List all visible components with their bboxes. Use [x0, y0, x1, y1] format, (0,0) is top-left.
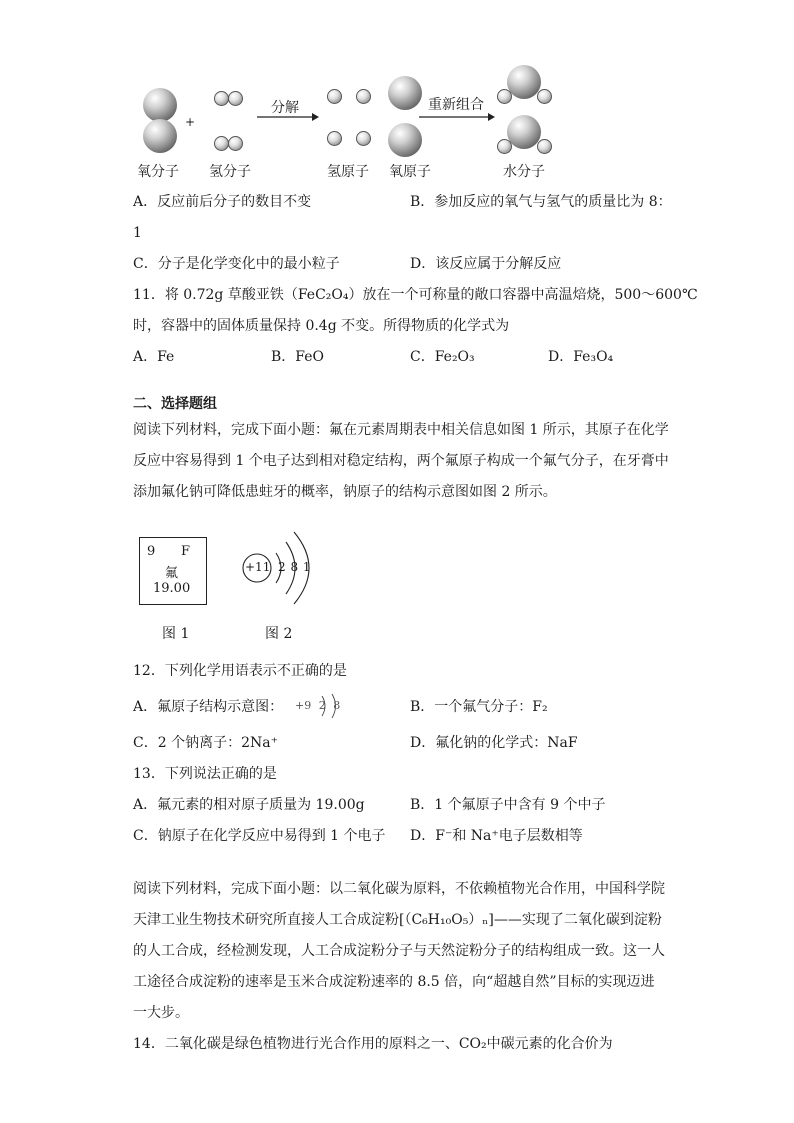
material-paragraph-line: 阅读下列材料，完成下面小题：以二氧化碳为原料，不依赖植物光合作用，中国科学院 [133, 881, 665, 897]
q12-option-a: A．氟原子结构示意图： [133, 699, 284, 715]
q10-option-c: C．分子是化学变化中的最小粒子 [133, 256, 340, 272]
q11-option-b: B．FeO [271, 349, 324, 365]
element-name: 氟 [165, 566, 179, 581]
q13-option-a: A．氟元素的相对原子质量为 19.00g [133, 797, 365, 813]
q11-option-c: C．Fe₂O₃ [410, 349, 475, 365]
hydrogen-atom-sphere [497, 89, 512, 104]
recombine-label: 重新组合 [428, 97, 484, 113]
hydrogen-atom-sphere [497, 139, 512, 154]
q12-stem: 12．下列化学用语表示不正确的是 [133, 663, 347, 679]
oxygen-atom-sphere [388, 76, 422, 110]
q10-option-b: B．参加反应的氧气与氢气的质量比为 8： [410, 194, 672, 210]
q13-option-d: D．F⁻和 Na⁺电子层数相等 [410, 828, 583, 844]
material-paragraph-line: 的人工合成，经检测发现，人工合成淀粉分子与天然淀粉分子的结构组成一致。这一人 [133, 943, 665, 959]
q12-option-c: C．2 个钠离子：2Na⁺ [133, 735, 278, 751]
q12-option-b: B．一个氟气分子：F₂ [410, 699, 548, 715]
decompose-label: 分解 [271, 100, 299, 116]
element-symbol: F [181, 544, 191, 559]
oxygen-atom-sphere [507, 65, 541, 99]
arrow-icon [418, 112, 496, 122]
hydrogen-atom-sphere [537, 139, 552, 154]
material-paragraph-line: 工途径合成淀粉的速率是玉米合成淀粉速率的 8.5 倍，向“超越自然”目标的实现迈进 [133, 974, 655, 990]
figure-2-caption: 图 2 [265, 626, 293, 642]
material-paragraph-line: 反应中容易得到 1 个电子达到相对稳定结构，两个氟原子构成一个氟气分子，在牙膏中 [133, 453, 669, 469]
q13-stem: 13．下列说法正确的是 [133, 766, 277, 782]
oxygen-molecule-label: 氧分子 [137, 164, 179, 180]
hydrogen-atom-sphere [214, 136, 229, 151]
q10-option-b-cont: 1 [133, 225, 142, 241]
atomic-mass: 19.00 [153, 581, 191, 596]
hydrogen-atom-sphere [327, 131, 342, 146]
q11-option-a: A．Fe [133, 349, 175, 365]
hydrogen-atom-sphere [327, 89, 342, 104]
hydrogen-atom-label: 氢原子 [327, 164, 369, 180]
material-paragraph-line: 天津工业生物技术研究所直接人工合成淀粉[（C₆H₁₀O₅）ₙ]——实现了二氧化碳到淀粉 [133, 912, 662, 928]
water-molecule-label: 水分子 [503, 164, 545, 180]
oxygen-atom-sphere [388, 123, 422, 157]
arrow-icon [256, 112, 320, 122]
oxygen-atom-label: 氧原子 [389, 164, 431, 180]
figure-1-caption: 图 1 [162, 626, 190, 642]
hydrogen-atom-sphere [228, 91, 243, 106]
nucleus-charge: +11 [245, 560, 271, 574]
oxygen-atom-sphere [143, 88, 177, 122]
q13-option-b: B．1 个氟原子中含有 9 个中子 [410, 797, 606, 813]
fluorine-structure-text: +9 2 8 [295, 699, 341, 712]
material-paragraph-line: 一大步。 [133, 1005, 189, 1021]
material-paragraph-line: 阅读下列材料，完成下面小题：氟在元素周期表中相关信息如图 1 所示，其原子在化学 [133, 422, 669, 438]
hydrogen-atom-sphere [537, 89, 552, 104]
section-heading: 二、选择题组 [133, 396, 217, 412]
hydrogen-atom-sphere [228, 136, 243, 151]
hydrogen-atom-sphere [356, 89, 371, 104]
hydrogen-atom-sphere [356, 131, 371, 146]
atomic-number: 9 [147, 544, 156, 559]
hydrogen-molecule-label: 氢分子 [209, 164, 251, 180]
hydrogen-atom-sphere [214, 91, 229, 106]
q12-option-d: D．氟化钠的化学式：NaF [410, 735, 578, 751]
q13-option-c: C．钠原子在化学反应中易得到 1 个电子 [133, 828, 386, 844]
q11-stem-line2: 时，容器中的固体质量保持 0.4g 不变。所得物质的化学式为 [133, 318, 510, 334]
element-card-fluorine [139, 537, 207, 605]
material-paragraph-line: 添加氟化钠可降低患蛀牙的概率，钠原子的结构示意图如图 2 所示。 [133, 484, 557, 500]
plus-sign: + [185, 115, 196, 129]
oxygen-atom-sphere [143, 119, 177, 153]
oxygen-atom-sphere [507, 115, 541, 149]
q11-option-d: D．Fe₃O₄ [548, 349, 614, 365]
q10-option-d: D．该反应属于分解反应 [410, 256, 562, 272]
q10-option-a: A．反应前后分子的数目不变 [133, 194, 312, 210]
q14-stem: 14．二氧化碳是绿色植物进行光合作用的原料之一、CO₂中碳元素的化合价为 [133, 1036, 613, 1052]
q11-stem-line1: 11．将 0.72g 草酸亚铁（FeC₂O₄）放在一个可称量的敞口容器中高温焙烧，500～600℃ [133, 287, 698, 303]
electron-shells: 2 8 1 [278, 560, 311, 574]
